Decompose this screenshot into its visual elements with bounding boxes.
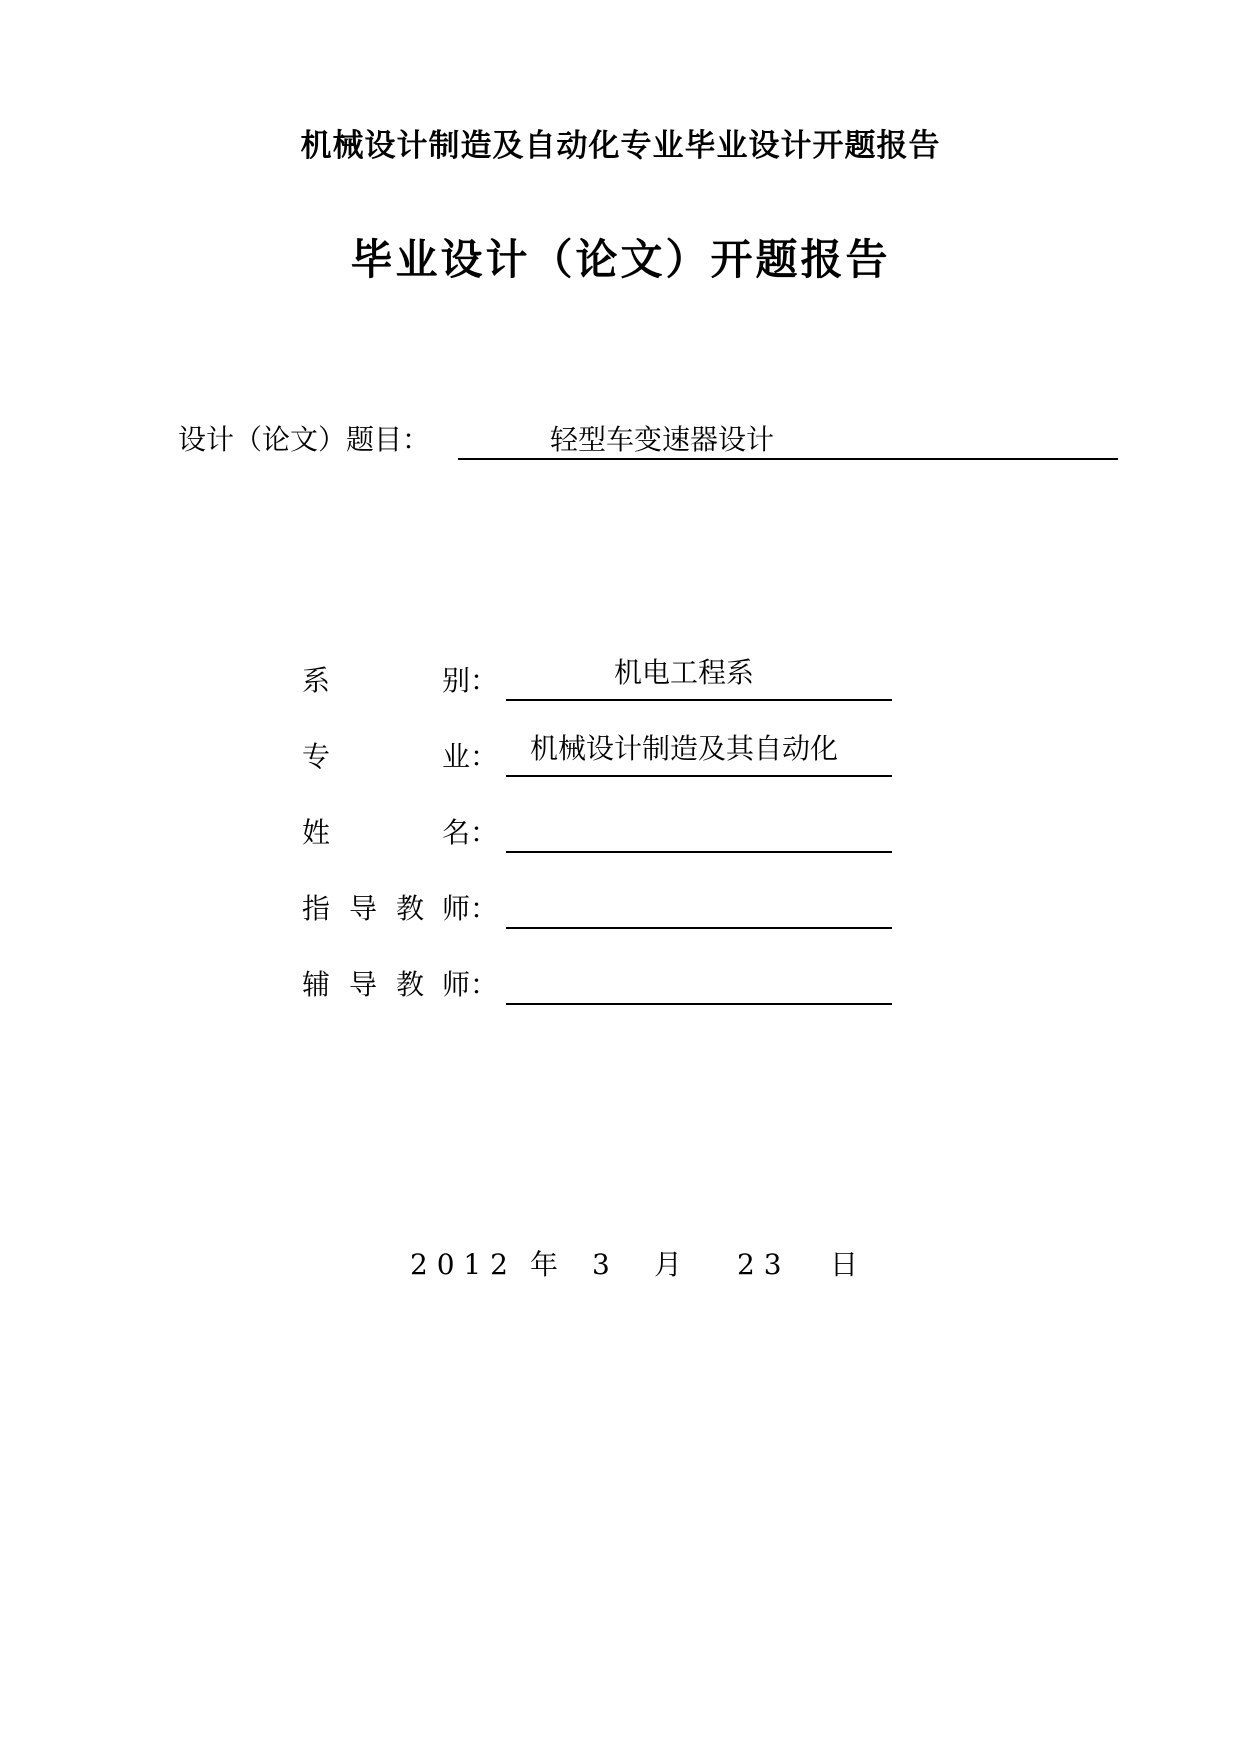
major-row: [302, 732, 922, 777]
name-field[interactable]: [506, 813, 892, 853]
assistant-row: [302, 965, 922, 1005]
page-header: 机械设计制造及自动化专业毕业设计开题报告: [300, 128, 941, 164]
major-label-char-1: 专: [302, 740, 331, 773]
advisor-label-char-2: 导: [349, 892, 378, 925]
assistant-label-char-4: 师：: [442, 968, 499, 1001]
major-label: [302, 737, 499, 777]
name-row: [302, 813, 922, 853]
assistant-label-char-2: 导: [349, 968, 378, 1001]
advisor-row: [302, 889, 922, 929]
date-row: [0, 1245, 1241, 1285]
date-month-unit: 月: [654, 1248, 683, 1281]
date-year-unit: 年: [530, 1248, 559, 1281]
info-block: [302, 656, 922, 1041]
department-label-char-2: 别：: [442, 664, 499, 697]
department-value: 机电工程系: [614, 656, 755, 689]
advisor-label: [302, 889, 499, 929]
assistant-label-char-1: 辅: [302, 968, 331, 1001]
date-year: 2 0 1 2: [410, 1248, 508, 1281]
major-label-char-2: 业：: [442, 740, 499, 773]
topic-value: 轻型车变速器设计: [550, 423, 775, 456]
date-day: 2 3: [737, 1248, 782, 1281]
major-field[interactable]: [506, 732, 892, 777]
department-row: [302, 656, 922, 701]
assistant-label: [302, 965, 499, 1005]
department-label-char-1: 系: [302, 664, 331, 697]
topic-field[interactable]: [458, 420, 1118, 460]
department-label: [302, 661, 499, 701]
name-label-char-2: 名：: [442, 816, 499, 849]
assistant-label-char-3: 教: [396, 968, 425, 1001]
name-label-char-1: 姓: [302, 816, 331, 849]
date-month: 3: [592, 1248, 610, 1281]
department-field[interactable]: [506, 656, 892, 701]
name-label: [302, 813, 499, 853]
topic-label: 设计（论文）题目：: [178, 423, 431, 456]
assistant-field[interactable]: [506, 965, 892, 1005]
advisor-label-char-3: 教: [396, 892, 425, 925]
topic-row: [178, 420, 1118, 460]
advisor-field[interactable]: [506, 889, 892, 929]
document-title: 毕业设计（论文）开题报告: [350, 235, 891, 284]
advisor-label-char-1: 指: [302, 892, 331, 925]
advisor-label-char-4: 师：: [442, 892, 499, 925]
major-value: 机械设计制造及其自动化: [530, 732, 839, 765]
date-day-unit: 日: [830, 1248, 859, 1281]
